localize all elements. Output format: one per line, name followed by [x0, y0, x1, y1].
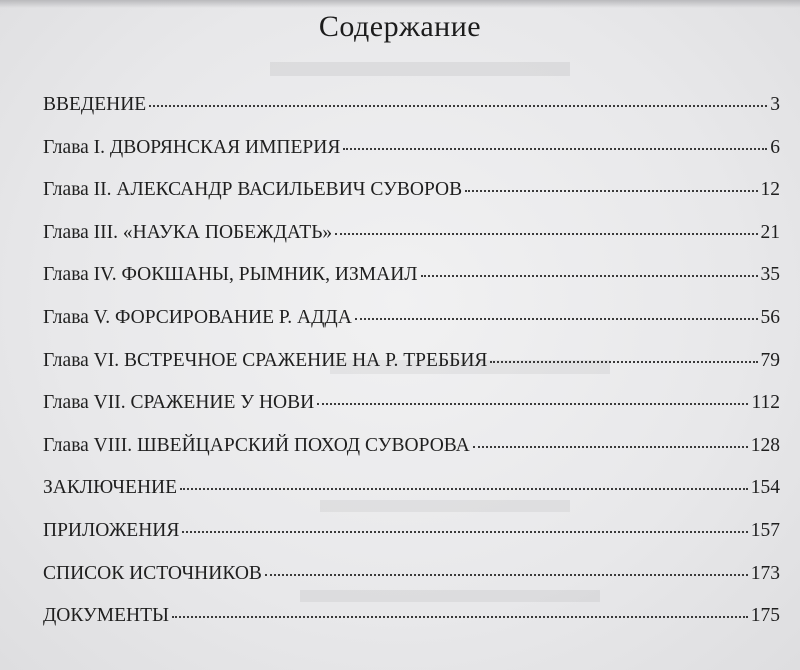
dot-leader — [473, 446, 748, 448]
page-edge-shadow — [0, 0, 800, 8]
toc-entry-label: ПРИЛОЖЕНИЯ — [43, 519, 180, 541]
toc-entry-label: Глава VI. ВСТРЕЧНОЕ СРАЖЕНИЕ НА Р. ТРЕББИЯ — [43, 349, 488, 371]
toc-entry — [43, 382, 780, 425]
toc-entry-page: 35 — [760, 264, 780, 286]
dot-leader — [343, 148, 767, 150]
toc-entry — [43, 84, 780, 127]
toc-entry-label: Глава VII. СРАЖЕНИЕ У НОВИ — [43, 392, 315, 414]
toc-entry-label: Глава II. АЛЕКСАНДР ВАСИЛЬЕВИЧ СУВОРОВ — [43, 179, 463, 201]
toc-entry-page: 56 — [760, 306, 780, 328]
toc-entry-label: ЗАКЛЮЧЕНИЕ — [43, 477, 178, 499]
toc-entry-page: 3 — [770, 94, 780, 115]
toc-entry — [43, 553, 780, 596]
toc-entry-page: 157 — [750, 519, 780, 541]
toc-entry — [43, 254, 780, 297]
page-title: Содержание — [318, 10, 482, 43]
toc-entry-label: Глава IV. ФОКШАНЫ, РЫМНИК, ИЗМАИЛ — [43, 264, 418, 286]
toc-entry-page: 173 — [750, 562, 780, 584]
toc-entry-label: Глава I. ДВОРЯНСКАЯ ИМПЕРИЯ — [43, 136, 341, 158]
dot-leader — [180, 488, 748, 490]
dot-leader — [421, 275, 758, 277]
bleed-through-ghost — [270, 62, 570, 76]
toc-entry-page: 12 — [760, 179, 780, 201]
dot-leader — [465, 190, 757, 192]
dot-leader — [335, 233, 757, 235]
toc-entry — [43, 297, 780, 340]
toc-entry-label: Глава III. «НАУКА ПОБЕЖДАТЬ» — [43, 221, 333, 243]
dot-leader — [490, 361, 757, 363]
toc-entry — [43, 340, 780, 383]
dot-leader — [317, 403, 748, 405]
dot-leader — [149, 105, 767, 107]
dot-leader — [355, 318, 758, 320]
toc-entry — [43, 127, 780, 170]
toc-entry-page: 128 — [750, 434, 780, 456]
toc-entry — [43, 169, 780, 212]
dot-leader — [172, 616, 748, 618]
toc-entry-label: ВВЕДЕНИЕ — [43, 94, 147, 115]
toc-entry — [43, 510, 780, 553]
dot-leader — [182, 531, 747, 533]
toc-entry — [43, 212, 780, 255]
toc-entry — [43, 425, 780, 468]
toc-entry-label: Глава VIII. ШВЕЙЦАРСКИЙ ПОХОД СУВОРОВА — [43, 434, 470, 456]
dot-leader — [265, 574, 748, 576]
toc-entry-page: 112 — [751, 392, 780, 414]
toc-entry-label: Глава V. ФОРСИРОВАНИЕ Р. АДДА — [43, 306, 352, 328]
toc-entry-page: 79 — [760, 349, 780, 371]
toc-entry-page: 21 — [760, 221, 780, 243]
table-of-contents — [43, 84, 780, 638]
toc-entry-page: 175 — [750, 605, 780, 627]
toc-entry-page: 6 — [770, 136, 780, 158]
toc-entry — [43, 467, 780, 510]
toc-entry-page: 154 — [750, 477, 780, 499]
toc-entry-label: ДОКУМЕНТЫ — [43, 605, 170, 627]
toc-entry — [43, 595, 780, 638]
toc-entry-label: СПИСОК ИСТОЧНИКОВ — [43, 562, 262, 584]
